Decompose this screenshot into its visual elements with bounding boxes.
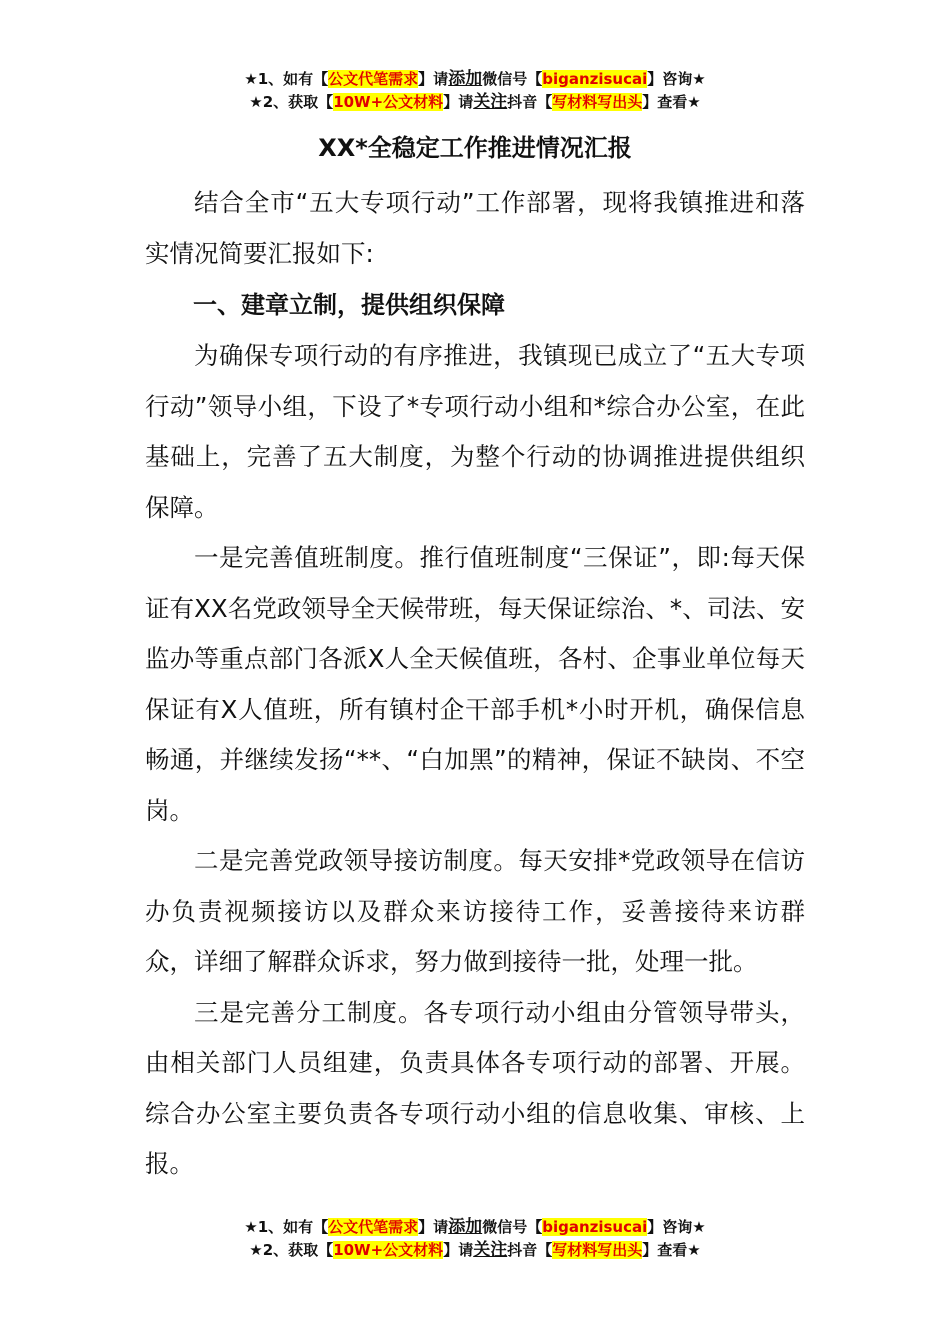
banner-wechat-id: biganzisucai [542, 1218, 648, 1236]
banner-text: 】查看★ [642, 1241, 701, 1259]
banner-wechat-id: biganzisucai [542, 70, 648, 88]
banner-underlined: 添加 [448, 69, 483, 89]
section-heading: 一、建章立制，提供组织保障 [193, 291, 505, 319]
bottom-banner [0, 1216, 950, 1262]
top-banner [0, 68, 950, 114]
banner-text: ★1、如有【 [244, 1218, 329, 1236]
banner-line-2 [0, 1239, 950, 1262]
intro-paragraph: 结合全市“五大专项行动”工作部署，现将我镇推进和落实情况简要汇报如下: [145, 188, 805, 268]
banner-text: 】请 [418, 70, 449, 88]
body-paragraph: 二是完善党政领导接访制度。每天安排*党政领导在信访办负责视频接访以及群众来访接待工作，妥善接待来访群众，详细了解群众诉求，努力做到接待一批，处理一批。 [145, 846, 805, 976]
document-body [145, 178, 805, 1190]
banner-highlight: 10W+公文材料 [333, 1241, 444, 1259]
banner-text: ★2、获取【 [249, 93, 334, 111]
banner-highlight: 公文代笔需求 [328, 1218, 419, 1236]
body-paragraph: 一是完善值班制度。推行值班制度“三保证”，即:每天保证有XX名党政领导全天候带班，每天保证综治、*、司法、安监办等重点部门各派X人全天候值班，各村、企事业单位每天保证有X人值班，所有镇村企干部手机*小时开机，确保信息畅通，并继续发扬“**、“白加黑”的精神，保证不缺岗、不空岗。 [145, 543, 805, 825]
banner-text: 】请 [443, 93, 474, 111]
banner-text: 抖音【 [507, 93, 553, 111]
banner-douyin-name: 写材料写出头 [552, 93, 643, 111]
body-paragraph: 为确保专项行动的有序推进，我镇现已成立了“五大专项行动”领导小组，下设了*专项行动小组和*综合办公室，在此基础上，完善了五大制度，为整个行动的协调推进提供组织保障。 [145, 341, 805, 522]
banner-text: 】请 [443, 1241, 474, 1259]
body-paragraph: 三是完善分工制度。各专项行动小组由分管领导带头，由相关部门人员组建，负责具体各专项行动的部署、开展。综合办公室主要负责各专项行动小组的信息收集、审核、上报。 [145, 997, 805, 1178]
banner-text: ★1、如有【 [244, 70, 329, 88]
banner-underlined: 关注 [473, 92, 508, 112]
banner-text: 】查看★ [642, 93, 701, 111]
banner-line-1 [0, 68, 950, 91]
banner-text: 微信号【 [482, 1218, 543, 1236]
banner-text: 微信号【 [482, 70, 543, 88]
banner-text: ★2、获取【 [249, 1241, 334, 1259]
banner-douyin-name: 写材料写出头 [552, 1241, 643, 1259]
banner-line-1 [0, 1216, 950, 1239]
banner-underlined: 关注 [473, 1240, 508, 1260]
banner-underlined: 添加 [448, 1217, 483, 1237]
banner-line-2 [0, 91, 950, 114]
banner-text: 】咨询★ [647, 1218, 706, 1236]
banner-text: 】咨询★ [647, 70, 706, 88]
document-title: XX*全稳定工作推进情况汇报 [318, 134, 632, 162]
banner-text: 抖音【 [507, 1241, 553, 1259]
banner-highlight: 公文代笔需求 [328, 70, 419, 88]
banner-text: 】请 [418, 1218, 449, 1236]
banner-highlight: 10W+公文材料 [333, 93, 444, 111]
